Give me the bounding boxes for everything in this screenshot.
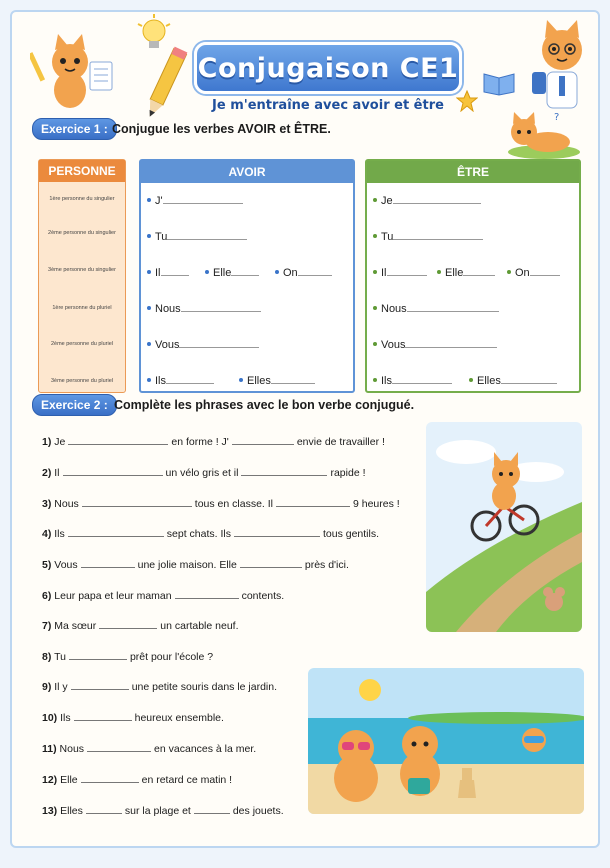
sentence-number: 5)	[42, 559, 52, 571]
avoir-row-je	[147, 195, 243, 207]
answer-blank[interactable]	[71, 681, 129, 690]
pronoun-label: Tu	[155, 231, 168, 243]
sentence-number: 2)	[42, 467, 52, 479]
sentence-part: une petite souris dans le jardin.	[131, 681, 278, 693]
pronoun-label: On	[515, 267, 530, 279]
answer-blank[interactable]	[82, 498, 192, 507]
answer-line[interactable]	[161, 267, 189, 276]
pronoun-label: Ils	[155, 375, 166, 387]
sentence-part: Je	[54, 436, 66, 448]
answer-blank[interactable]	[68, 528, 164, 537]
person-column	[38, 159, 126, 393]
sentence-item	[42, 651, 213, 663]
sentence-number: 13)	[42, 805, 58, 817]
etre-row-tu	[373, 231, 483, 243]
answer-blank[interactable]	[81, 774, 139, 783]
pronoun-label: Ils	[381, 375, 392, 387]
person-label: 2ème personne du pluriel	[50, 341, 114, 347]
answer-blank[interactable]	[86, 805, 122, 814]
answer-line[interactable]	[392, 375, 452, 384]
cat-student-icon	[528, 20, 594, 116]
sentence-part: près d'ici.	[304, 559, 349, 571]
person-header: PERSONNE	[39, 160, 125, 182]
page-subtitle: Je m'entraîne avec avoir et être	[212, 98, 444, 113]
etre-row-ils	[373, 375, 452, 387]
answer-line[interactable]	[530, 267, 560, 276]
person-label: 1ère personne du pluriel	[52, 305, 112, 311]
star-icon	[456, 90, 478, 112]
answer-blank[interactable]	[194, 805, 230, 814]
answer-blank[interactable]	[276, 498, 350, 507]
sentence-part: en forme ! J'	[171, 436, 229, 448]
sentence-part: Leur papa et leur maman	[54, 590, 172, 602]
sentence-item	[42, 743, 256, 755]
answer-blank[interactable]	[68, 436, 168, 445]
pronoun-label: Il	[155, 267, 161, 279]
sentence-part: tous en classe. Il	[194, 498, 273, 510]
pronoun-label: On	[283, 267, 298, 279]
avoir-row-nous	[147, 303, 261, 315]
pronoun-label: Nous	[381, 303, 407, 315]
sentence-item	[42, 774, 232, 786]
etre-row-elle	[437, 267, 495, 279]
sentence-part: Elles	[60, 805, 83, 817]
cat-writer-icon	[30, 32, 120, 112]
answer-line[interactable]	[387, 267, 427, 276]
answer-line[interactable]	[405, 339, 497, 348]
sentence-part: une jolie maison. Elle	[137, 559, 237, 571]
pronoun-label: Elle	[445, 267, 464, 279]
sentence-part: un vélo gris et il	[165, 467, 239, 479]
sentence-number: 3)	[42, 498, 52, 510]
etre-column	[365, 159, 581, 393]
pronoun-label: Elle	[213, 267, 232, 279]
sentence-part: Elle	[60, 774, 78, 786]
cat-lying-icon	[504, 108, 584, 160]
pronoun-label: Il	[381, 267, 387, 279]
sentence-part: rapide !	[330, 467, 366, 479]
answer-line[interactable]	[393, 231, 483, 240]
sentence-part: sept chats. Ils	[166, 528, 231, 540]
sentence-item	[42, 590, 284, 602]
answer-line[interactable]	[166, 375, 214, 384]
avoir-row-vous	[147, 339, 259, 351]
pronoun-label: Elles	[247, 375, 271, 387]
beach-cats-illustration	[308, 668, 584, 814]
avoir-header: AVOIR	[141, 161, 353, 183]
exercise1-badge: Exercice 1 :	[32, 118, 117, 140]
sentence-item	[42, 498, 400, 510]
person-label: 3ème personne du pluriel	[50, 378, 114, 384]
answer-line[interactable]	[181, 303, 261, 312]
pencil-icon	[140, 44, 190, 124]
sentence-part: prêt pour l'école ?	[129, 651, 214, 663]
sentence-part: Il y	[54, 681, 68, 693]
answer-line[interactable]	[163, 195, 243, 204]
answer-blank[interactable]	[234, 528, 320, 537]
sentence-item	[42, 436, 385, 448]
sentence-part: Nous	[54, 498, 79, 510]
answer-line[interactable]	[167, 231, 247, 240]
svg-text:?: ?	[554, 112, 560, 123]
exercise2-instruction: Complète les phrases avec le bon verbe conjugué.	[114, 398, 415, 412]
pronoun-label: J'	[155, 195, 163, 207]
exercise1-instruction: Conjugue les verbes AVOIR et ÊTRE.	[112, 122, 331, 136]
answer-line[interactable]	[407, 303, 499, 312]
answer-line[interactable]	[393, 195, 481, 204]
avoir-row-elles	[239, 375, 315, 387]
sentence-item	[42, 681, 277, 693]
sentence-part: en vacances à la mer.	[154, 743, 257, 755]
exercise2-badge: Exercice 2 :	[32, 394, 117, 416]
sentence-item	[42, 559, 349, 571]
avoir-row-il	[147, 267, 189, 279]
sentence-number: 11)	[42, 743, 57, 755]
sentence-number: 8)	[42, 651, 52, 663]
person-label: 2ème personne du singulier	[48, 230, 116, 236]
sentence-part: tous gentils.	[322, 528, 380, 540]
pronoun-label: Vous	[155, 339, 180, 351]
pronoun-label: Tu	[381, 231, 394, 243]
answer-blank[interactable]	[74, 712, 132, 721]
cat-bike-illustration	[426, 422, 582, 632]
sentence-item	[42, 528, 379, 540]
sentence-number: 10)	[42, 712, 58, 724]
sentence-item	[42, 712, 224, 724]
answer-line[interactable]	[231, 267, 259, 276]
sentence-number: 6)	[42, 590, 52, 602]
etre-row-il	[373, 267, 427, 279]
sentence-number: 7)	[42, 620, 52, 632]
pronoun-label: Elles	[477, 375, 501, 387]
sentence-item	[42, 467, 366, 479]
sentence-part: Tu	[54, 651, 66, 663]
sentence-part: un cartable neuf.	[160, 620, 239, 632]
sentence-number: 1)	[42, 436, 52, 448]
etre-row-elles	[469, 375, 557, 387]
avoir-column	[139, 159, 355, 393]
answer-blank[interactable]	[63, 467, 163, 476]
answer-blank[interactable]	[175, 590, 239, 599]
answer-blank[interactable]	[99, 620, 157, 629]
answer-line[interactable]	[298, 267, 332, 276]
sentence-part: Il	[54, 467, 60, 479]
answer-blank[interactable]	[87, 743, 151, 752]
sentence-part: en retard ce matin !	[141, 774, 233, 786]
pronoun-label: Vous	[381, 339, 406, 351]
pronoun-label: Nous	[155, 303, 181, 315]
sentence-part: Ils	[54, 528, 65, 540]
answer-blank[interactable]	[232, 436, 294, 445]
avoir-row-ils	[147, 375, 214, 387]
sentence-number: 4)	[42, 528, 52, 540]
sentence-number: 9)	[42, 681, 52, 693]
etre-row-je	[373, 195, 481, 207]
sentence-number: 12)	[42, 774, 58, 786]
person-label: 3ème personne du singulier	[48, 267, 116, 273]
answer-line[interactable]	[271, 375, 315, 384]
etre-row-on	[507, 267, 560, 279]
sentence-part: Vous	[54, 559, 78, 571]
answer-line[interactable]	[179, 339, 259, 348]
sentence-part: Ma sœur	[54, 620, 97, 632]
sentence-part: des jouets.	[232, 805, 284, 817]
answer-blank[interactable]	[69, 651, 127, 660]
person-label: 1ère personne du singulier	[49, 196, 115, 202]
etre-row-vous	[373, 339, 497, 351]
sentence-part: sur la plage et	[124, 805, 191, 817]
etre-header: ÊTRE	[367, 161, 579, 183]
book-icon	[482, 70, 516, 96]
answer-line[interactable]	[501, 375, 557, 384]
etre-row-nous	[373, 303, 499, 315]
sentence-item	[42, 620, 239, 632]
pronoun-label: Je	[381, 195, 393, 207]
page-title: Conjugaison CE1	[197, 52, 459, 84]
avoir-row-elle	[205, 267, 259, 279]
title-banner	[194, 42, 462, 94]
sentence-part: 9 heures !	[353, 498, 400, 510]
sentence-part: Nous	[59, 743, 85, 755]
sentence-part: contents.	[241, 590, 285, 602]
sentence-part: heureux ensemble.	[134, 712, 224, 724]
answer-blank[interactable]	[241, 467, 327, 476]
sentence-item	[42, 805, 284, 817]
answer-blank[interactable]	[81, 559, 135, 568]
sentence-part: envie de travailler !	[296, 436, 385, 448]
avoir-row-on	[275, 267, 332, 279]
answer-blank[interactable]	[240, 559, 302, 568]
sentence-part: Ils	[60, 712, 71, 724]
avoir-row-tu	[147, 231, 247, 243]
answer-line[interactable]	[463, 267, 495, 276]
worksheet-page	[10, 10, 600, 848]
